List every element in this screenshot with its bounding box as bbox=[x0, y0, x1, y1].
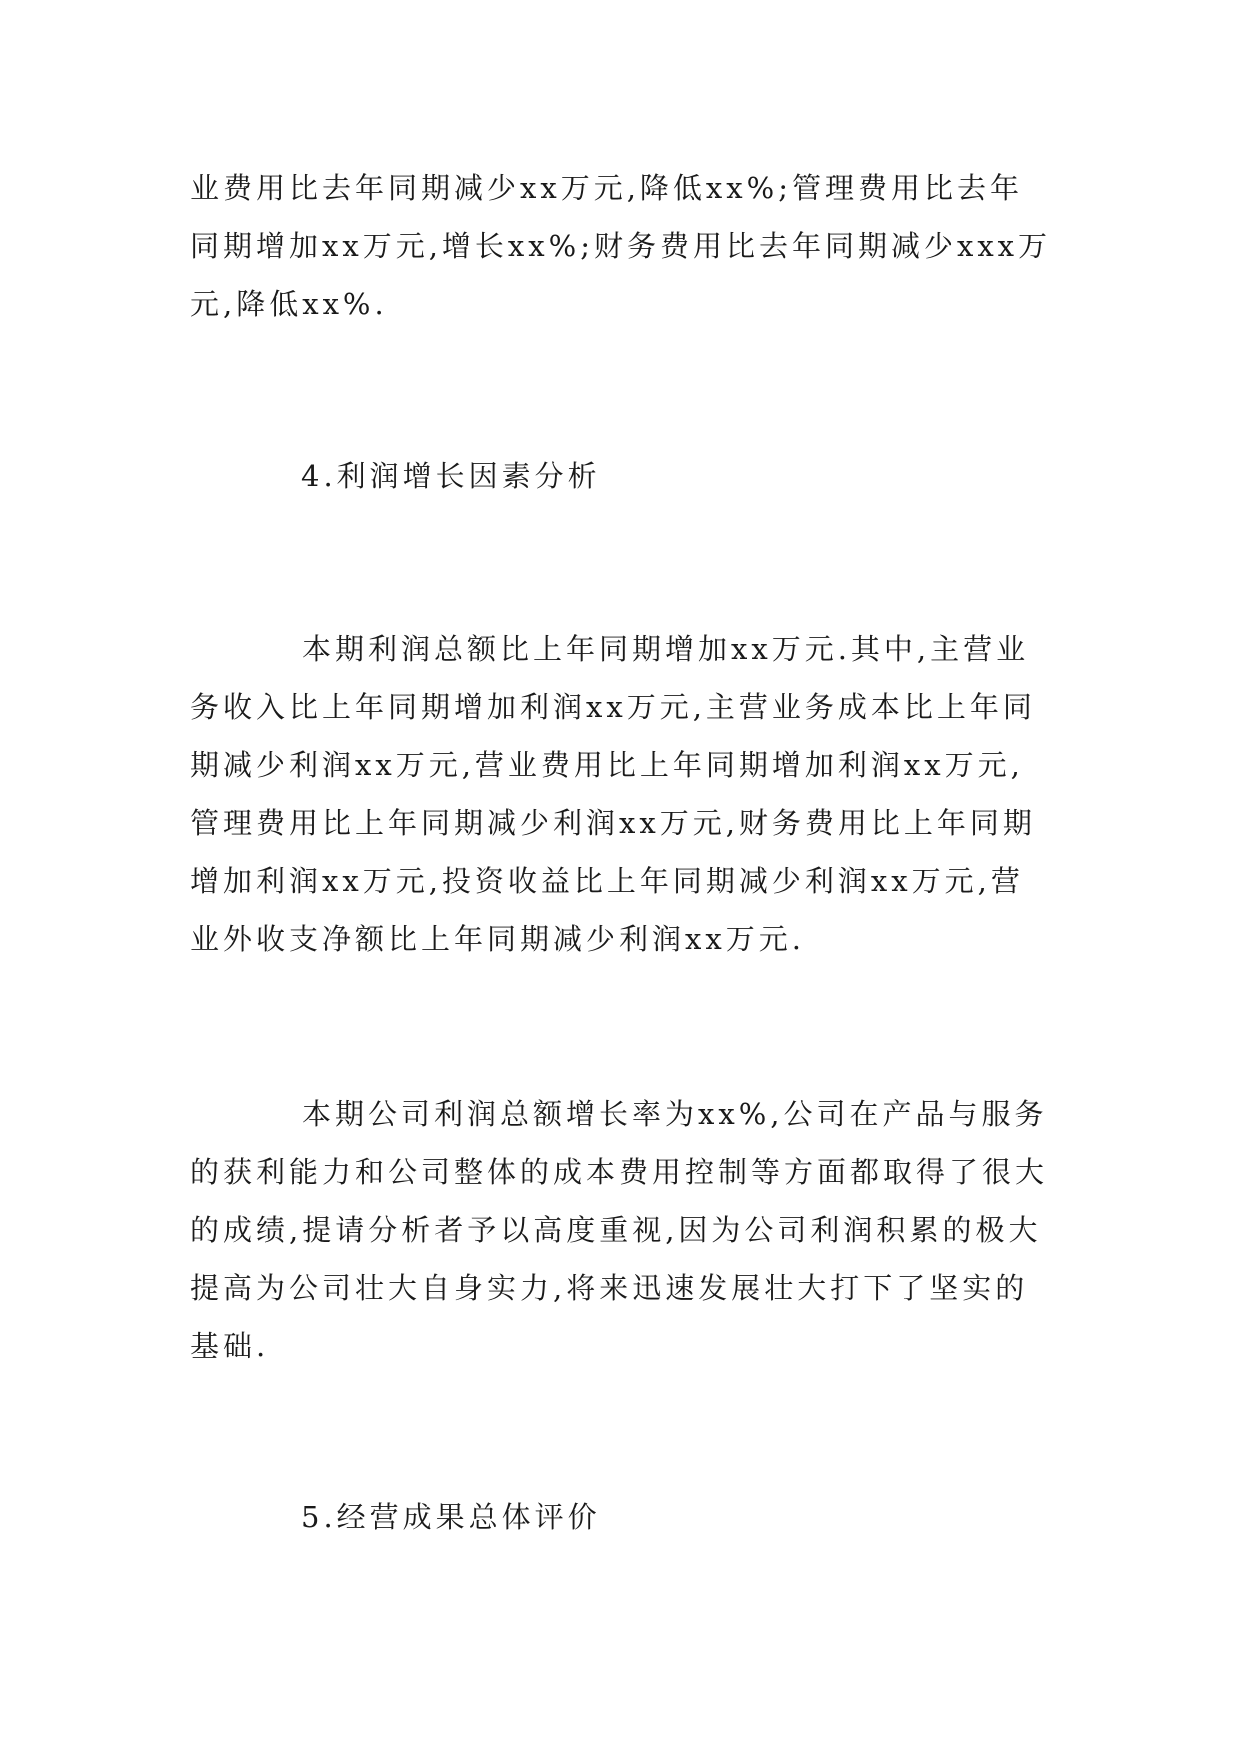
paragraph-profit-factors: 本期利润总额比上年同期增加xx万元.其中,主营业务收入比上年同期增加利润xx万元,主营业务成本比上年同期减少利润xx万元,营业费用比上年同期增加利润xx万元,管理费用比上年同期减少利润xx万元,财务费用比上年同期增加利润xx万元,投资收益比上年同期减少利润xx万元,营业外收支净额比上年同期减少利润xx万元. bbox=[190, 632, 1036, 956]
section-heading-profit-factors: 4.利润增长因素分析 bbox=[301, 459, 601, 493]
section-heading-overall-evaluation: 5.经营成果总体评价 bbox=[301, 1500, 601, 1534]
paragraph-profit-growth-rate: 本期公司利润总额增长率为xx%,公司在产品与服务的获利能力和公司整体的成本费用控制等方面都取得了很大的成绩,提请分析者予以高度重视,因为公司利润积累的极大提高为公司壮大自身实力,将来迅速发展壮大打下了坚实的基础. bbox=[190, 1097, 1049, 1363]
paragraph-expense-changes: 业费用比去年同期减少xx万元,降低xx%;管理费用比去年同期增加xx万元,增长xx%;财务费用比去年同期减少xxx万元,降低xx%. bbox=[190, 171, 1052, 321]
